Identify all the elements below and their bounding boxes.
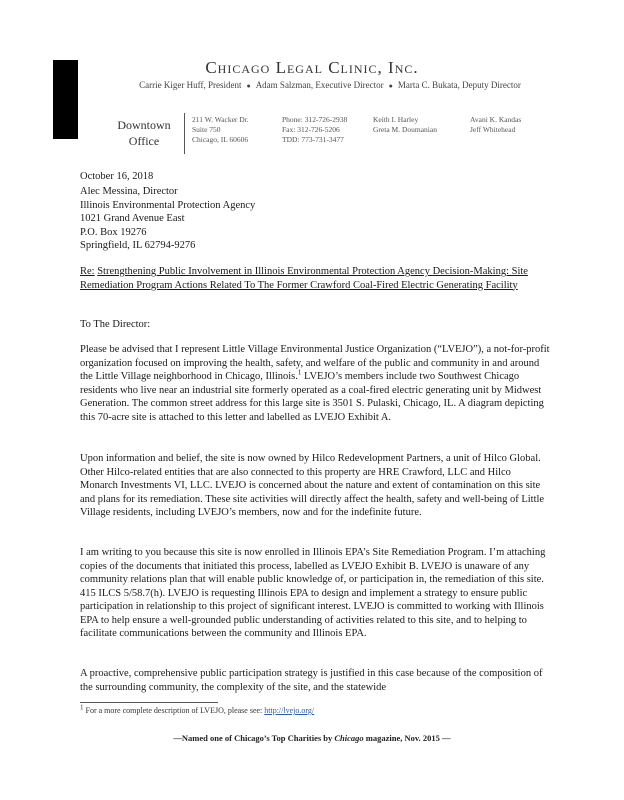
- subject-line: [80, 265, 550, 292]
- office-address: [192, 115, 249, 145]
- subject-text: Strengthening Public Involvement in Illinois Environmental Protection Agency Decision-Making: Site Remediation Program Actions Related To The Former Crawford Coal-Fired Electric Generating Facility: [80, 266, 528, 291]
- salutation: To The Director:: [80, 319, 151, 330]
- recipient-line: Alec Messina, Director: [80, 186, 178, 197]
- letterhead-divider: [184, 113, 185, 154]
- footnote-link[interactable]: http://lvejo.org/: [264, 706, 315, 715]
- fax-line: Fax: 312-726-5206: [282, 125, 340, 134]
- attorney-names-col1: [373, 115, 437, 135]
- footnote-divider: [80, 702, 218, 703]
- subject-label: Re:: [80, 266, 95, 277]
- separator-dot-icon: ●: [246, 82, 251, 90]
- recipient-line: P.O. Box 19276: [80, 226, 147, 238]
- attorney-name: Avani K. Kandas: [470, 115, 522, 124]
- footer-suffix: magazine, Nov. 2015 —: [363, 733, 451, 743]
- office-label: [110, 117, 178, 149]
- separator-dot-icon: ●: [388, 82, 393, 90]
- attorney-names-col2: [470, 115, 521, 135]
- staff-deputy-director: Marta C. Bukata, Deputy Director: [397, 80, 521, 90]
- address-line: Chicago, IL 60606: [192, 135, 249, 144]
- address-line: Suite 750: [192, 125, 221, 134]
- organization-name: Chicago Legal Clinic, Inc.: [205, 58, 419, 77]
- staff-executive-director: Adam Salzman, Executive Director: [255, 80, 384, 90]
- footnote: [80, 703, 315, 715]
- recipient-line: Springfield, IL 62794-9276: [80, 240, 196, 251]
- footnote-number: 1: [80, 703, 84, 712]
- footnote-marker: 1: [297, 368, 302, 377]
- attorney-name: Jeff Whitehead: [470, 125, 516, 134]
- footer-prefix: —Named one of Chicago’s Top Charities by: [173, 733, 335, 743]
- letter-date: October 16, 2018: [80, 171, 154, 182]
- staff-line: [0, 80, 624, 90]
- paragraph-1-part-b: LVEJO’s members include two Southwest Chicago residents who live near an industrial site formerly operated as a coal-fired electric generating unit by Midwest Generation. The common street address for this large site is 3501 S. Pulaski, Chicago, IL. A diagram depicting this 70-acre site is attached to this letter and labelled as LVEJO Exhibit A.: [80, 371, 544, 423]
- page-footer: [0, 733, 624, 743]
- recipient-line: 1021 Grand Avenue East: [80, 213, 185, 224]
- attorney-name: Greta M. Doumanian: [373, 125, 437, 134]
- staff-president: Carrie Kiger Huff, President: [139, 80, 242, 90]
- tdd-line: TDD: 773-731-3477: [282, 135, 344, 144]
- office-label-line2: Office: [128, 134, 160, 148]
- paragraph-3: I am writing to you because this site is now enrolled in Illinois EPA’s Site Remediation Program. I’m attaching copies of the documents that initiated this process, labelled as LVEJO Exhibit B. LVEJO is unaware of any community relations plan that will enable public knowledge of, or participation in, the remediation of this site. 415 ILCS 5/58.7(h). LVEJO is requesting Illinois EPA to design and implement a strategy to ensure public participation in relationship to this project of significant interest. LVEJO is committed to working with Illinois EPA to help ensure a well-grounded public understanding of activities related to this site, and to helping to facilitate communications between the community and Illinois EPA.: [80, 547, 546, 639]
- paragraph-1: [80, 343, 550, 424]
- address-line: 211 W. Wacker Dr.: [192, 115, 249, 124]
- attorney-name: Keith I. Harley: [373, 115, 419, 124]
- office-label-line1: Downtown: [117, 118, 171, 132]
- recipient-line: Illinois Environmental Protection Agency: [80, 199, 256, 211]
- paragraph-4: A proactive, comprehensive public participation strategy is justified in this case because of the composition of the surrounding community, the complexity of the site, and the statewide: [80, 668, 543, 693]
- footnote-text: For a more complete description of LVEJO, please see:: [83, 706, 265, 715]
- paragraph-1-part-a: Please be advised that I represent Little Village Environmental Justice Organization (“LVEJO”), a not-for-profit organization focused on improving the health, safety, and welfare of the public and community in and around the Little Village neighborhood in Chicago, Illinois.: [80, 344, 550, 382]
- recipient-address: [80, 185, 550, 253]
- office-phones: [282, 115, 347, 145]
- paragraph-2: Upon information and belief, the site is now owned by Hilco Redevelopment Partners, a unit of Hilco Global. Other Hilco-related entities that are also connected to this property are HRE Crawford, LLC and Hilco Monarch Investments VI, LLC. LVEJO is concerned about the nature and extent of contamination on this site and plans for its remediation. These site activities will directly affect the health, safety and well-being of Little Village residents, including LVEJO’s members, now and for the indefinite future.: [80, 453, 545, 518]
- footer-magazine: Chicago: [334, 733, 364, 743]
- phone-line: Phone: 312-726-2938: [282, 115, 348, 124]
